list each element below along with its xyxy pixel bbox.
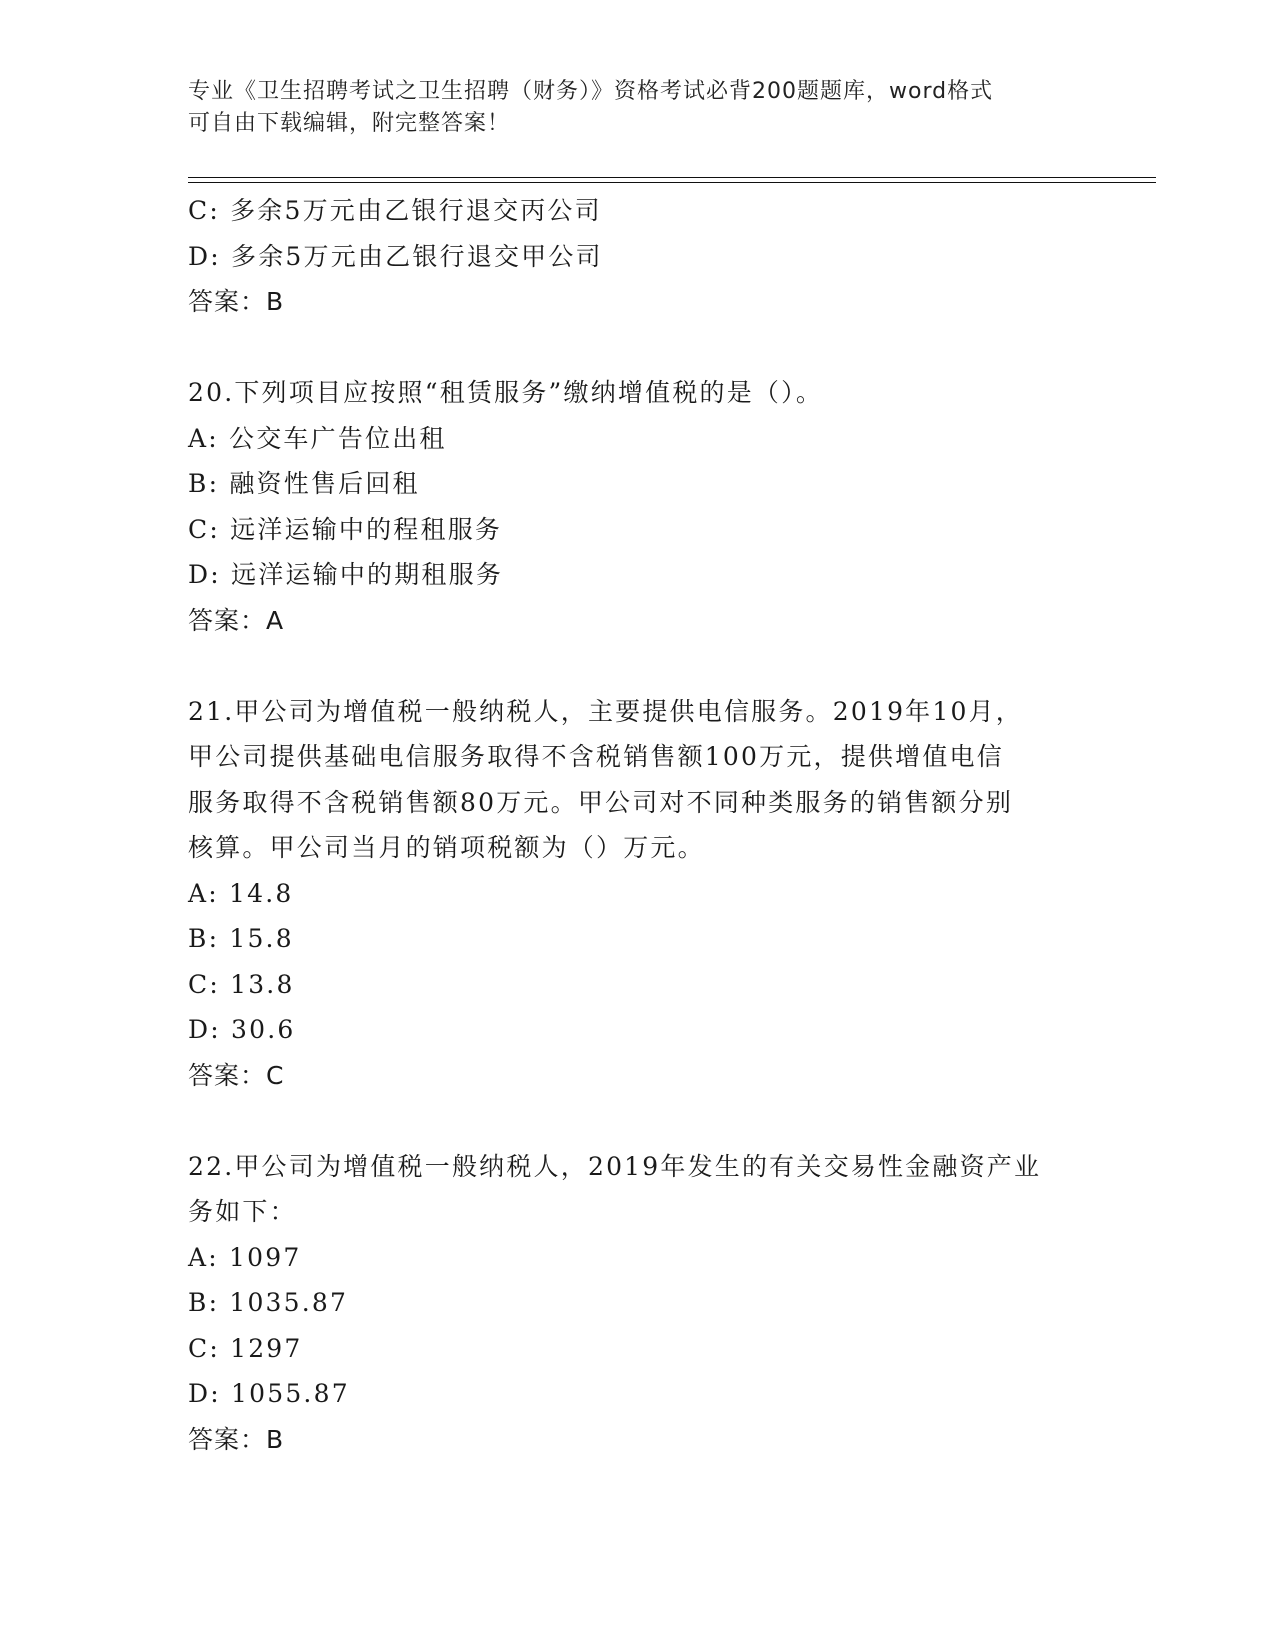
option-b: B: 15.8 [188, 924, 294, 953]
spacer [188, 1098, 1088, 1144]
option-d: D: 远洋运输中的期租服务 [188, 560, 504, 589]
option-b: B: 融资性售后回租 [188, 469, 420, 498]
question-list [188, 188, 1088, 1462]
question-block-21 [188, 689, 1088, 1099]
header-divider-bottom [188, 182, 1156, 183]
question-block-19 [188, 188, 1088, 325]
document-header [188, 76, 1068, 140]
header-title-line-2: 可自由下载编辑，附完整答案！ [188, 111, 511, 136]
option-d: D: 30.6 [188, 1015, 296, 1044]
option-d: D: 多余5万元由乙银行退交甲公司 [188, 241, 603, 271]
answer-line: 答案：B [188, 1424, 285, 1454]
option-b: B: 1035.87 [188, 1288, 349, 1317]
option-c: C: 1297 [188, 1333, 303, 1363]
option-c: C: 13.8 [188, 969, 295, 999]
option-a: A: 14.8 [188, 878, 294, 908]
answer-line: 答案：B [188, 287, 285, 316]
option-a: A: 公交车广告位出租 [188, 423, 447, 453]
spacer [188, 643, 1088, 689]
question-block-20 [188, 370, 1088, 643]
question-stem-line: 21.甲公司为增值税一般纳税人，主要提供电信服务。2019年10月， [188, 696, 1023, 726]
answer-line: 答案：A [188, 605, 285, 635]
question-stem-line: 核算。甲公司当月的销项税额为（）万元。 [188, 833, 705, 862]
question-stem-line: 22.甲公司为增值税一般纳税人，2019年发生的有关交易性金融资产业 [188, 1151, 1042, 1181]
question-stem-line: 务如下： [188, 1197, 297, 1226]
question-stem-line: 服务取得不含税销售额80万元。甲公司对不同种类服务的销售额分别 [188, 787, 1014, 817]
option-d: D: 1055.87 [188, 1379, 350, 1408]
question-stem-line: 甲公司提供基础电信服务取得不含税销售额100万元，提供增值电信 [188, 742, 1004, 771]
question-block-22 [188, 1144, 1088, 1463]
option-c: C: 远洋运输中的程租服务 [188, 514, 503, 544]
option-a: A: 1097 [188, 1242, 302, 1272]
option-c: C: 多余5万元由乙银行退交丙公司 [188, 196, 602, 225]
header-title-line-1: 专业《卫生招聘考试之卫生招聘（财务）》资格考试必背200题题库，word格式 [188, 79, 994, 104]
answer-line: 答案：C [188, 1060, 285, 1090]
spacer [188, 325, 1088, 371]
question-stem-line: 20.下列项目应按照“租赁服务”缴纳增值税的是（）。 [188, 378, 824, 407]
header-divider-top [188, 177, 1156, 178]
